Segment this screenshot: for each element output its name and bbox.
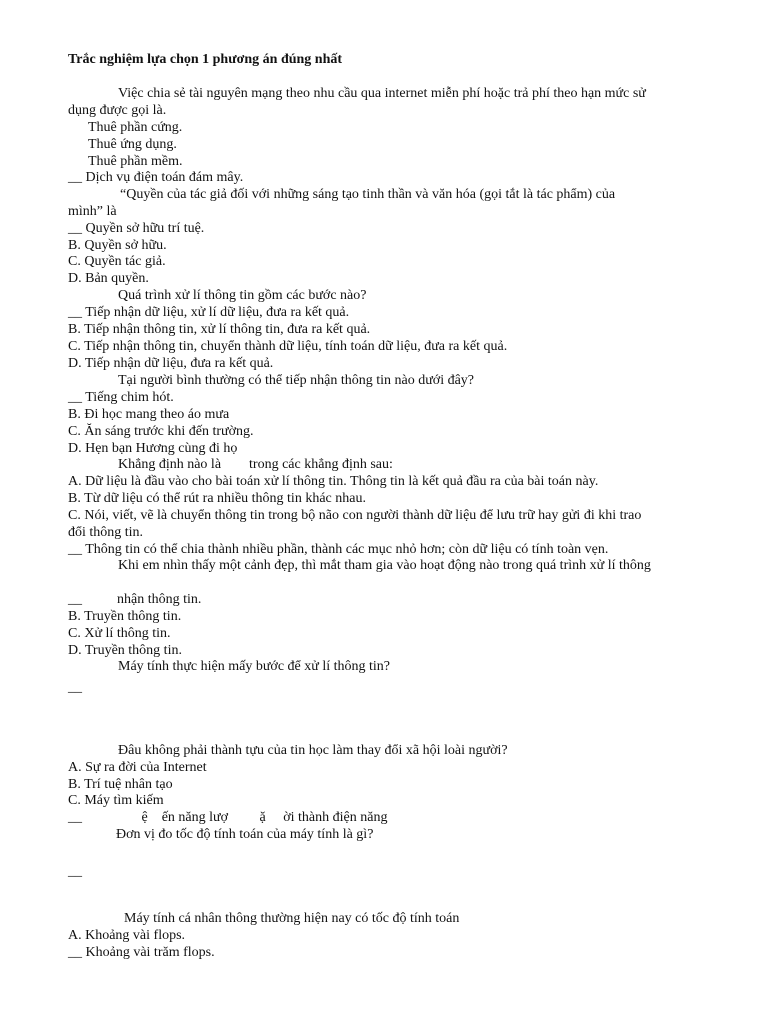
document-title: Trắc nghiệm lựa chọn 1 phương án đúng nhất xyxy=(68,52,343,67)
q2-question: “Quyền của tác giả đối với những sáng tạo tinh thần và văn hóa (gọi tắt là tác phẩm) của xyxy=(120,187,616,202)
q6-question: Khi em nhìn thấy một cảnh đẹp, thì mắt tham gia vào hoạt động nào trong quá trình xử lí thông xyxy=(118,558,651,573)
q4-option-d: D. Hẹn bạn Hương cùng đi họ xyxy=(68,441,238,456)
q1-question-cont: dụng được gọi là. xyxy=(68,103,167,118)
q1-option-b: Thuê ứng dụng. xyxy=(88,137,177,152)
q2-question-cont: mình” là xyxy=(68,204,117,219)
q3-option-d: D. Tiếp nhận dữ liệu, đưa ra kết quả. xyxy=(68,356,274,371)
q1-option-a: Thuê phần cứng. xyxy=(88,120,183,135)
q3-option-a: __ Tiếp nhận dữ liệu, xử lí dữ liệu, đưa ra kết quả. xyxy=(68,305,350,320)
q3-question: Quá trình xử lí thông tin gồm các bước nào? xyxy=(118,288,367,303)
q10-option-a: A. Khoảng vài flops. xyxy=(68,928,186,943)
q5-option-c-cont: đổi thông tin. xyxy=(68,525,144,540)
q6-option-a: __ nhận thông tin. xyxy=(68,592,202,607)
q1-option-d: __ Dịch vụ điện toán đám mây. xyxy=(68,170,244,185)
q8-option-d: __ ệ ến năng lượ ặ ời thành điện năng xyxy=(68,810,388,825)
q4-option-c: C. Ăn sáng trước khi đến trường. xyxy=(68,424,254,439)
q2-option-c: C. Quyền tác giả. xyxy=(68,254,166,269)
q9-answer-blank: __ xyxy=(68,864,82,879)
q5-question: Khẳng định nào là trong các khẳng định sau: xyxy=(118,457,393,472)
q1-question: Việc chia sẻ tài nguyên mạng theo nhu cầu qua internet miễn phí hoặc trả phí theo hạn mức sử xyxy=(118,86,646,101)
q4-option-b: B. Đi học mang theo áo mưa xyxy=(68,407,230,422)
q9-question: Đơn vị đo tốc độ tính toán của máy tính là gì? xyxy=(116,827,374,842)
q8-option-a: A. Sự ra đời của Internet xyxy=(68,760,207,775)
q10-option-b: __ Khoảng vài trăm flops. xyxy=(68,945,215,960)
q10-question: Máy tính cá nhân thông thường hiện nay có tốc độ tính toán xyxy=(124,911,460,926)
q2-option-a: __ Quyền sở hữu trí tuệ. xyxy=(68,221,205,236)
q2-option-b: B. Quyền sở hữu. xyxy=(68,238,167,253)
q8-option-c: C. Máy tìm kiếm xyxy=(68,793,164,808)
q8-question: Đâu không phải thành tựu của tin học làm thay đổi xã hội loài người? xyxy=(118,743,508,758)
q5-option-d: __ Thông tin có thể chia thành nhiều phần, thành các mục nhỏ hơn; còn dữ liệu có tính toàn vẹn. xyxy=(68,542,609,557)
q1-option-c: Thuê phần mềm. xyxy=(88,154,183,169)
q3-option-b: B. Tiếp nhận thông tin, xử lí thông tin, đưa ra kết quả. xyxy=(68,322,371,337)
q4-option-a: __ Tiếng chim hót. xyxy=(68,390,174,405)
q6-option-d: D. Truyền thông tin. xyxy=(68,643,182,658)
q6-option-c: C. Xử lí thông tin. xyxy=(68,626,171,641)
q5-option-c: C. Nói, viết, vẽ là chuyển thông tin trong bộ não con người thành dữ liệu để lưu trữ hay gửi đi khi trao xyxy=(68,508,642,523)
q5-option-a: A. Dữ liệu là đầu vào cho bài toán xử lí thông tin. Thông tin là kết quả đầu ra của bài toán này. xyxy=(68,474,599,489)
q8-option-b: B. Trí tuệ nhân tạo xyxy=(68,777,173,792)
q6-option-b: B. Truyền thông tin. xyxy=(68,609,182,624)
q7-question: Máy tính thực hiện mấy bước để xử lí thông tin? xyxy=(118,659,391,674)
q5-option-b: B. Từ dữ liệu có thể rút ra nhiều thông tin khác nhau. xyxy=(68,491,366,506)
q2-option-d: D. Bản quyền. xyxy=(68,271,149,286)
q3-option-c: C. Tiếp nhận thông tin, chuyển thành dữ liệu, tính toán dữ liệu, đưa ra kết quả. xyxy=(68,339,508,354)
q7-answer-blank: __ xyxy=(68,680,82,695)
q4-question: Tại người bình thường có thể tiếp nhận thông tin nào dưới đây? xyxy=(118,373,475,388)
